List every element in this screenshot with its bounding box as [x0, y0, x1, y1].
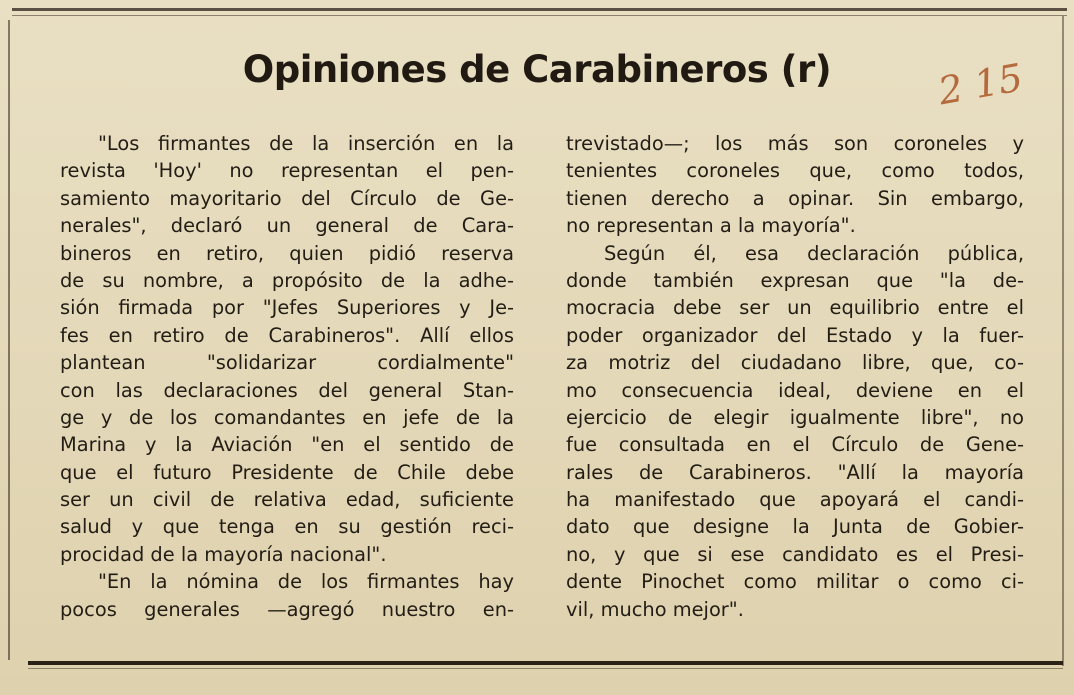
text-line: za motriz del ciudadano libre, que, co- — [566, 351, 1024, 375]
text-line: de su nombre, a propósito de la adhe- — [60, 268, 514, 292]
handwritten-page-number: 2 15 — [935, 55, 1026, 114]
text-line: tenientes coroneles que, como todos, — [566, 159, 1024, 183]
left-border — [8, 20, 10, 660]
text-line: Marina y la Aviación "en el sentido de — [60, 433, 514, 457]
text-line: con las declaraciones del general Stan- — [60, 378, 514, 402]
bottom-rule — [28, 661, 1063, 665]
text-line: que el futuro Presidente de Chile debe — [60, 460, 514, 484]
text-line: donde también expresan que "la de- — [566, 268, 1024, 292]
text-line: sión firmada por "Jefes Superiores y Je- — [60, 296, 514, 320]
text-line: rales de Carabineros. "Allí la mayoría — [566, 460, 1024, 484]
left-text-column — [60, 130, 514, 623]
text-line: poder organizador del Estado y la fuer- — [566, 323, 1024, 347]
text-line: samiento mayoritario del Círculo de Ge- — [60, 186, 514, 210]
text-line: bineros en retiro, quien pidió reserva — [60, 241, 514, 265]
text-line: dente Pinochet como militar o como ci- — [566, 570, 1024, 594]
text-line: salud y que tenga en su gestión reci- — [60, 515, 514, 539]
text-line: ge y de los comandantes en jefe de la — [60, 405, 514, 429]
text-line: no representan a la mayoría". — [566, 214, 856, 238]
text-line: ser un civil de relativa edad, suficiente — [60, 488, 514, 512]
text-line: nerales", declaró un general de Cara- — [60, 214, 514, 238]
text-line: no, y que si ese candidato es el Presi- — [566, 542, 1024, 566]
text-line: fes en retiro de Carabineros". Allí ellos — [60, 323, 514, 347]
bottom-rule-thin — [28, 668, 1063, 669]
right-text-column — [566, 130, 1024, 623]
top-rule — [12, 8, 1067, 11]
text-line: mocracia debe ser un equilibrio entre el — [566, 296, 1024, 320]
text-line: ha manifestado que apoyará el candi- — [566, 488, 1024, 512]
article-title: Opiniones de Carabineros (r) — [242, 48, 832, 91]
text-line: fue consultada en el Círculo de Gene- — [566, 433, 1024, 457]
right-border — [1062, 16, 1064, 666]
top-rule-thin — [12, 15, 1067, 16]
text-line: mo consecuencia ideal, deviene en el — [566, 378, 1024, 402]
text-line: "Los firmantes de la inserción en la — [98, 132, 514, 155]
text-line: tienen derecho a opinar. Sin embargo, — [566, 186, 1024, 210]
text-line: dato que designe la Junta de Gobier- — [566, 515, 1024, 539]
text-line: pocos generales —agregó nuestro en- — [60, 597, 514, 621]
text-line: ejercicio de elegir igualmente libre", no — [566, 405, 1024, 429]
text-line: revista 'Hoy' no representan el pen- — [60, 159, 514, 183]
text-line: Según él, esa declaración pública, — [604, 241, 1024, 265]
text-line: plantean "solidarizar cordialmente" — [60, 351, 514, 375]
text-line: vil, mucho mejor". — [566, 597, 744, 621]
text-line: procidad de la mayoría nacional". — [60, 542, 387, 566]
text-line: trevistado—; los más son coroneles y — [566, 132, 1024, 155]
text-line: "En la nómina de los firmantes hay — [98, 570, 514, 594]
